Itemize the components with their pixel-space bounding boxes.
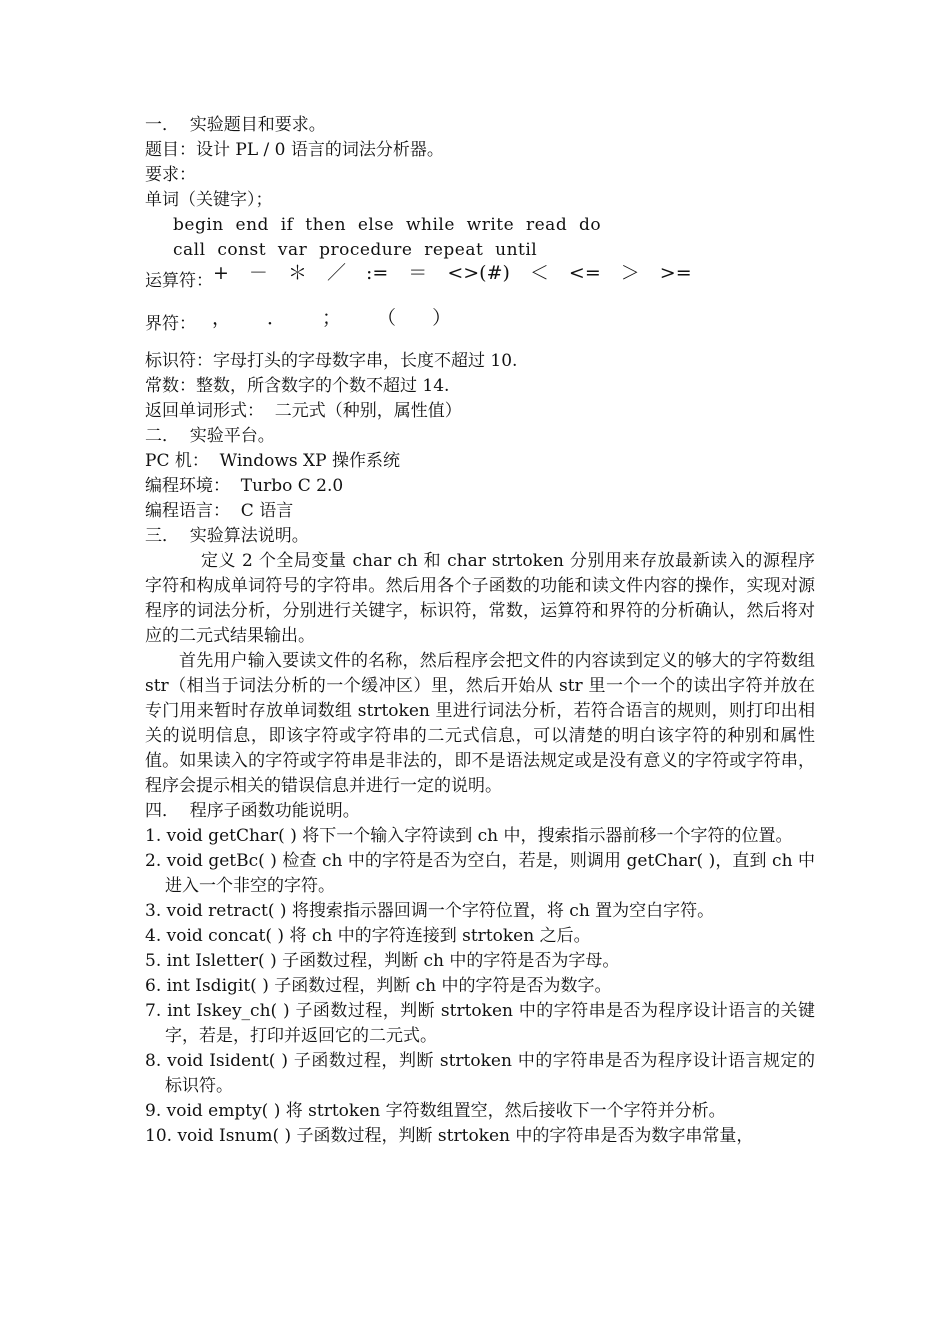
operators-list [213,261,692,286]
operator: := [365,262,389,284]
return-form-line: 返回单词形式： 二元式（种别，属性值） [145,401,462,421]
algorithm-paragraph-1: 定义 2 个全局变量 char ch 和 char strtoken 分别用来存放最新读入的源程序字符和构成单词符号的字符串。然后用各个子函数的功能和读文件内容的操作，实现对源程序的词法分析，分别进行关键字，标识符，常数，运算符和界符的分析确认，然后将对应的二元式结果输出。 [145,551,815,646]
document-page [145,113,815,1149]
pc-line: PC 机： Windows XP 操作系统 [145,451,400,471]
function-item: 2. void getBc( ) 检查 ch 中的字符是否为空白，若是，则调用 getChar( )，直到 ch 中进入一个非空的字符。 [145,851,815,896]
identifier-line: 标识符：字母打头的字母数字串，长度不超过 10. [145,351,518,371]
operators-row [145,262,815,294]
keywords-line-1: begin end if then else while write read do [173,215,602,235]
function-item: 9. void empty( ) 将 strtoken 字符数组置空，然后接收下一个字符并分析。 [145,1101,726,1121]
operator: <>(#) [447,262,510,284]
operator: ＞ [620,262,640,284]
function-item: 6. int Isdigit( ) 子函数过程，判断 ch 中的字符是否为数字。 [145,976,612,996]
topic-line: 题目：设计 PL / 0 语言的词法分析器。 [145,140,444,160]
function-item: 4. void concat( ) 将 ch 中的字符连接到 strtoken 之后。 [145,926,591,946]
function-item: 1. void getChar( ) 将下一个输入字符读到 ch 中，搜索指示器前移一个字符的位置。 [145,826,793,846]
lang-line: 编程语言： C 语言 [145,501,294,521]
delimiters-row [145,307,815,337]
function-item: 7. int Iskey_ch( ) 子函数过程，判断 strtoken 中的字符串是否为程序设计语言的关键字，若是，打印并返回它的二元式。 [145,1001,815,1046]
operator: >= [659,262,692,284]
requirements-label: 要求： [145,165,196,185]
function-item: 10. void Isnum( ) 子函数过程，判断 strtoken 中的字符串是否为数字串常量， [145,1126,754,1146]
operator: ＊ [287,262,307,284]
section4-heading: 四． 程序子函数功能说明。 [145,801,360,821]
delimiters-list [212,306,451,331]
function-item: 3. void retract( ) 将搜索指示器回调一个字符位置，将 ch 置为空白字符。 [145,901,715,921]
function-item: 5. int Isletter( ) 子函数过程，判断 ch 中的字符是否为字母。 [145,951,620,971]
delimiter: ， [212,307,232,329]
delimiter: ． [267,307,287,329]
delimiter: ； [322,307,342,329]
constant-line: 常数：整数，所含数字的个数不超过 14. [145,376,450,396]
algorithm-paragraph-2: 首先用户输入要读文件的名称，然后程序会把文件的内容读到定义的够大的字符数组 str（相当于词法分析的一个缓冲区）里，然后开始从 str 里一个一个的读出字符并放在专门用来暂时存放单词数组 strtoken 里进行词法分析，若符合语言的规则，则打印出相关的说明信息，即该字符或字符串的二元式信息，可以清楚的明白该字符的种别和属性值。如果读入的字符或字符串是非法的，即不是语法规定或是没有意义的字符或字符串，程序会提示相关的错误信息并进行一定的说明。 [145,651,815,796]
function-item: 8. void Isident( ) 子函数过程，判断 strtoken 中的字符串是否为程序设计语言规定的标识符。 [145,1051,815,1096]
keywords-line-2: call const var procedure repeat until [173,240,538,260]
operator: <= [568,262,601,284]
section2-heading: 二． 实验平台。 [145,426,275,446]
delimiters-label: 界符： [145,314,196,334]
env-line: 编程环境： Turbo C 2.0 [145,476,344,496]
section1-heading: 一． 实验题目和要求。 [145,115,326,135]
operator: + [213,262,229,284]
operator: ＝ [408,262,428,284]
keywords-label: 单词（关键字）； [145,190,273,210]
operator: ／ [326,262,346,284]
operator: ＜ [529,262,549,284]
delimiter: （ [377,307,397,329]
section3-heading: 三． 实验算法说明。 [145,526,309,546]
operator: － [248,262,268,284]
delimiter: ） [432,307,452,329]
operators-label: 运算符： [145,271,213,291]
